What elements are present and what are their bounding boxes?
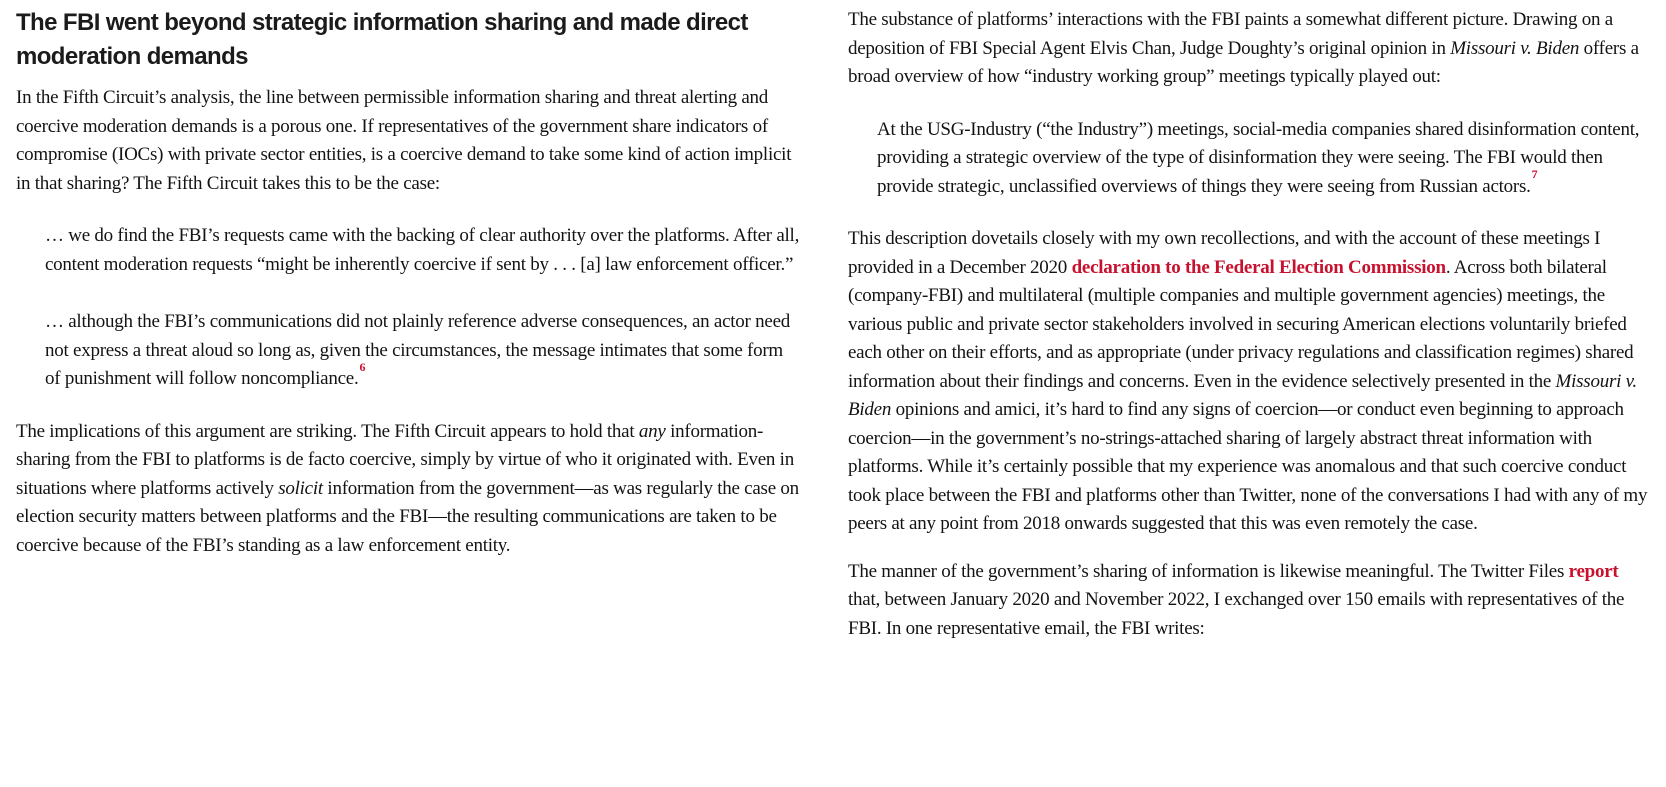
paragraph bbox=[848, 225, 1652, 539]
text-run: information from the government—as was regularly the case on election security matters between platforms and the FBI—the resulting communications are taken to be coercive because of the FBI’s standing as a law enforcement entity. bbox=[16, 477, 799, 556]
text-run: opinions and amici, it’s hard to find any signs of coercion—or conduct even beginning to approach coercion—in the government’s no-strings-attached sharing of largely abstract threat information with platforms. While it’s certainly possible that my experience was anomalous and that such coercive conduct took place between the FBI and platforms other than Twitter, none of the conversations I had with any of my peers at any point from 2018 onwards suggested that this was even remotely the case. bbox=[848, 399, 1648, 534]
text-run: The substance of platforms’ interactions with the FBI paints a somewhat different picture. Drawing on a deposition of FBI Special Agent Elvis Chan, Judge Doughty’s original opinion in bbox=[848, 9, 1613, 59]
paragraph bbox=[848, 6, 1652, 92]
italic-text: solicit bbox=[278, 477, 323, 499]
blockquote-text bbox=[877, 116, 1652, 202]
italic-text: Missouri v. Biden bbox=[1450, 37, 1580, 59]
fec-declaration-link[interactable]: declaration to the Federal Election Commission bbox=[1071, 256, 1446, 278]
text-run: that, between January 2020 and November 2022, I exchanged over 150 emails with representatives of the FBI. In one representative email, the FBI writes: bbox=[848, 589, 1625, 639]
italic-text: any bbox=[638, 420, 666, 442]
text-run: In the Fifth Circuit’s analysis, the line between permissible information sharing and threat alerting and coercive moderation demands is a porous one. If representatives of the government share indicators of compromise (IOCs) with private sector entities, is a coercive demand to take some kind of action implicit in that sharing? The Fifth Circuit takes this to be the case: bbox=[16, 87, 792, 194]
text-run: . Across both bilateral (company-FBI) and multilateral (multiple companies and multiple government agencies) meetings, the various public and private sector stakeholders involved in securing American elections voluntarily briefed each other on their efforts, and as appropriate (under privacy regulations and classification regimes) shared information about their findings and concerns. Even in the evidence selectively presented in the bbox=[848, 256, 1634, 392]
footnote-6-link[interactable]: 6 bbox=[359, 359, 366, 374]
paragraph bbox=[16, 84, 802, 198]
blockquote bbox=[16, 217, 802, 284]
paragraph bbox=[848, 558, 1652, 644]
blockquote bbox=[848, 111, 1652, 207]
article-right-column bbox=[848, 6, 1652, 662]
text-run: … although the FBI’s communications did not plainly reference adverse consequences, an actor need not express a threat aloud so long as, given the circumstances, the message intimates that some form of punishment will follow noncompliance. bbox=[45, 311, 790, 389]
twitter-files-report-link[interactable]: report bbox=[1568, 560, 1619, 582]
text-run: This description dovetails closely with my own recollections, and with the account of these meetings I provided in a December 2020 bbox=[848, 228, 1601, 278]
text-run: The implications of this argument are striking. The Fifth Circuit appears to hold that bbox=[16, 420, 639, 442]
footnote-7-link[interactable]: 7 bbox=[1531, 167, 1538, 182]
article-left-column bbox=[16, 6, 802, 662]
text-run: At the USG-Industry (“the Industry”) meetings, social-media companies shared disinformation content, providing a strategic overview of the type of disinformation they were seeing. The FBI would then provide strategic, unclassified overviews of things they were seeing from Russian actors. bbox=[877, 118, 1640, 197]
section-heading: The FBI went beyond strategic information sharing and made direct moderation demands bbox=[16, 9, 748, 70]
italic-text: Missouri v. Biden bbox=[848, 370, 1637, 420]
text-run: offers a broad overview of how “industry working group” meetings typically played out: bbox=[848, 37, 1639, 87]
paragraph bbox=[16, 418, 802, 561]
blockquote-text bbox=[45, 308, 802, 394]
blockquote bbox=[16, 303, 802, 399]
text-run: information-sharing from the FBI to platforms is de facto coercive, simply by virtue of who it originated with. Even in situations where platforms actively bbox=[16, 420, 794, 499]
text-run: The manner of the government’s sharing of information is likewise meaningful. The Twitter Files bbox=[848, 560, 1569, 582]
blockquote-text bbox=[45, 222, 802, 279]
text-run: … we do find the FBI’s requests came with the backing of clear authority over the platforms. After all, content moderation requests “might be inherently coercive if sent by . . . [a] law enforcement officer.” bbox=[45, 225, 800, 275]
